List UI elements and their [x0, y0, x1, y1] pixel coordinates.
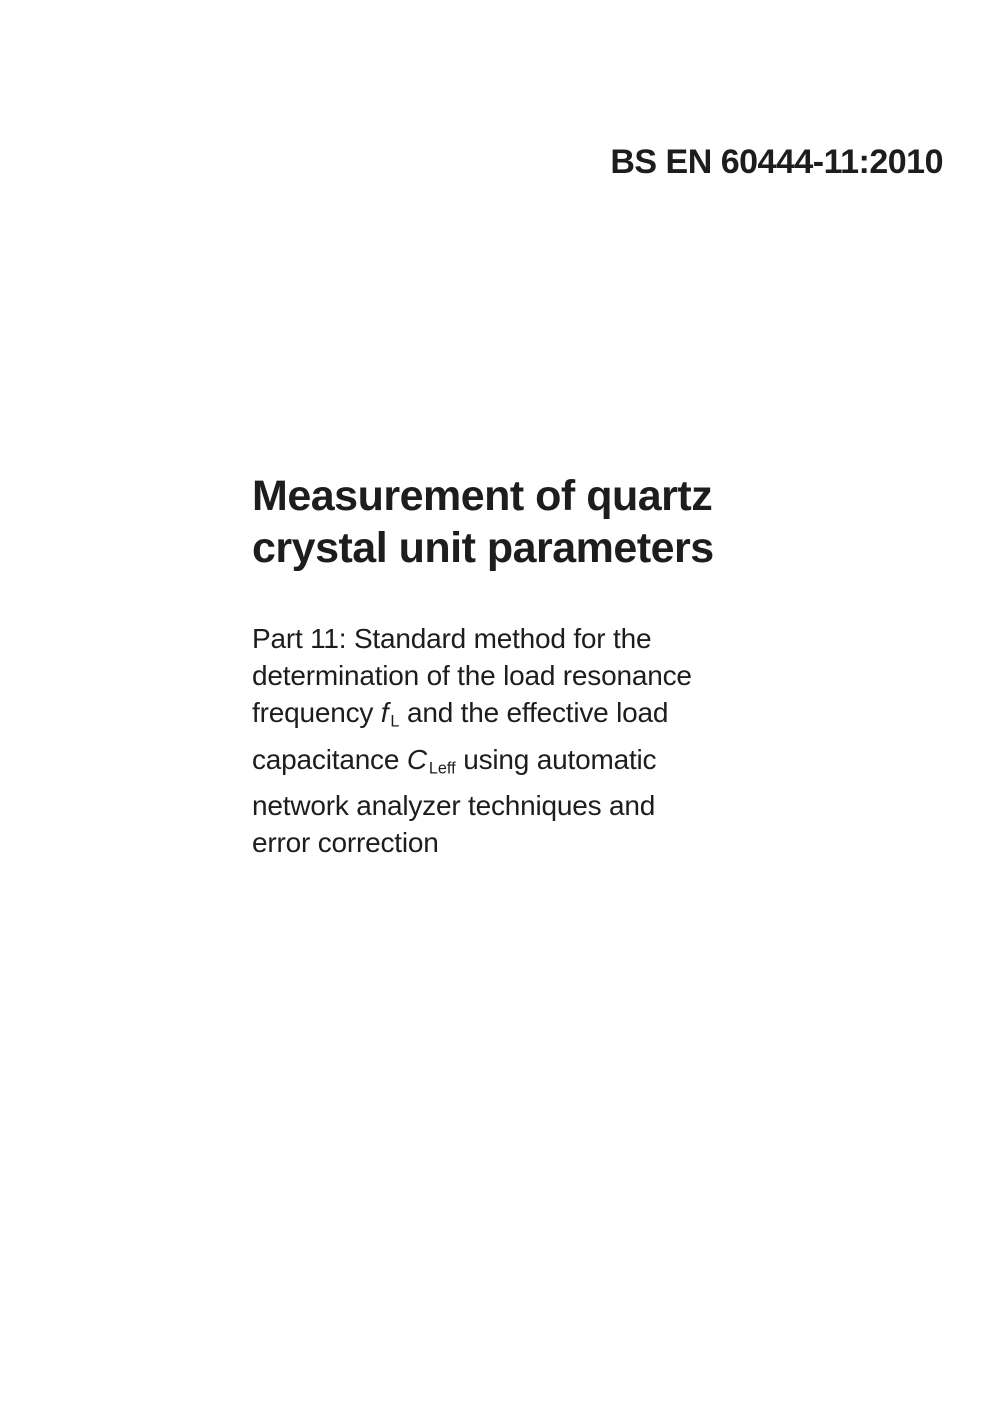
document-subtitle	[252, 620, 692, 861]
subtitle-line: network analyzer techniques and	[252, 790, 656, 822]
subtitle-line: capacitance C Leff using automatic	[252, 743, 657, 778]
subtitle-line: error correction	[252, 827, 439, 859]
document-title-line2: crystal unit parameters	[252, 524, 714, 572]
subtitle-line: frequency f L and the effective load	[252, 697, 669, 731]
subtitle-line: Part 11: Standard method for the	[252, 623, 652, 654]
subtitle-line: determination of the load resonance	[252, 660, 692, 691]
document-title-line1: Measurement of quartz	[252, 472, 713, 520]
document-title	[252, 470, 714, 574]
standard-reference-number: BS EN 60444-11:2010	[610, 143, 943, 181]
